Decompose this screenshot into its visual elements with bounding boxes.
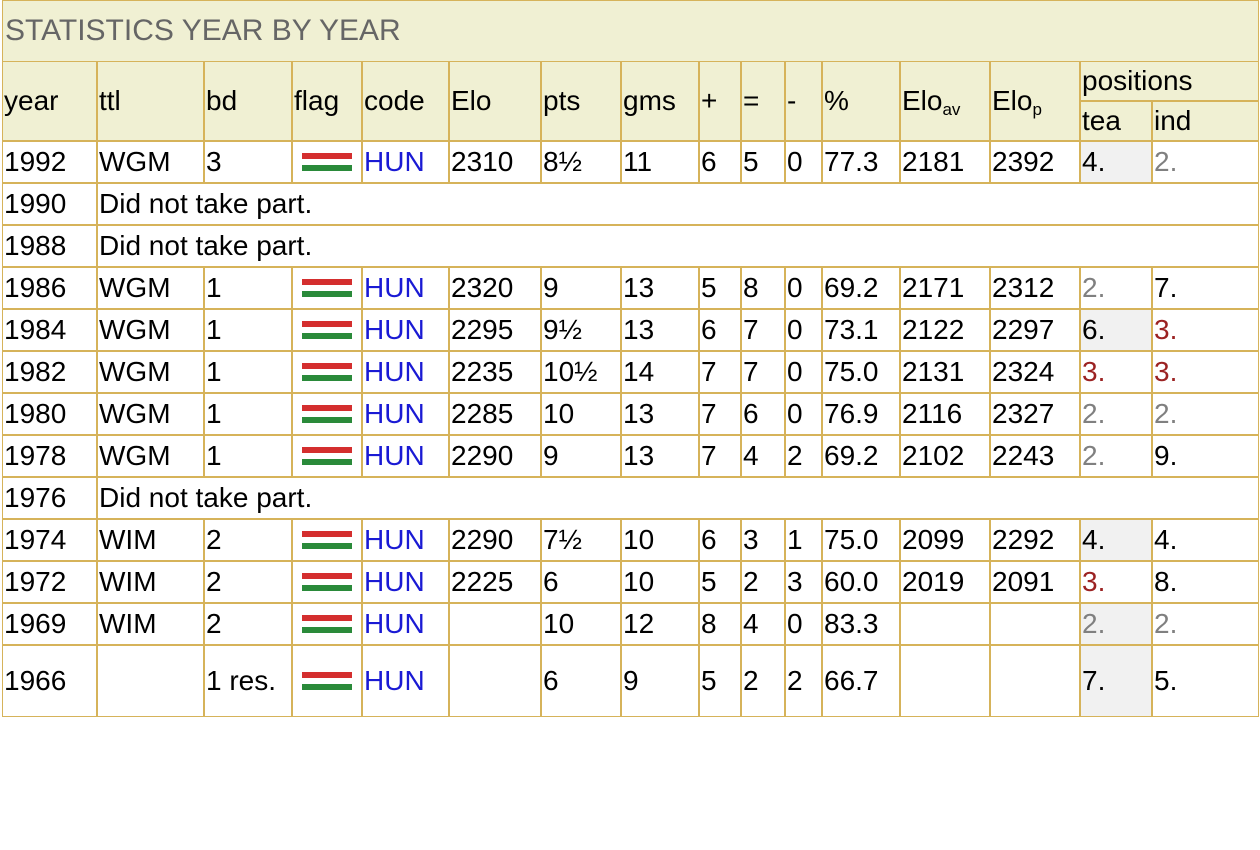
cell-draws: 7 xyxy=(741,309,785,351)
cell-draws: 6 xyxy=(741,393,785,435)
cell-wins: 5 xyxy=(699,267,741,309)
country-code-link[interactable]: HUN xyxy=(362,309,449,351)
cell-individual-position: 5. xyxy=(1152,645,1259,717)
header-positions: positions xyxy=(1080,61,1259,101)
cell-pts: 9½ xyxy=(541,309,621,351)
header-elo: Elo xyxy=(449,61,541,141)
country-code-link[interactable]: HUN xyxy=(362,393,449,435)
cell-wins: 6 xyxy=(699,309,741,351)
cell-gms: 10 xyxy=(621,561,699,603)
table-row xyxy=(2,351,1259,393)
cell-wins: 5 xyxy=(699,561,741,603)
cell-percent: 77.3 xyxy=(822,141,900,183)
cell-losses: 0 xyxy=(785,141,822,183)
cell-pts: 9 xyxy=(541,267,621,309)
cell-ttl: WIM xyxy=(97,603,204,645)
cell-wins: 8 xyxy=(699,603,741,645)
cell-elo-p: 2324 xyxy=(990,351,1080,393)
cell-elo-p xyxy=(990,603,1080,645)
cell-percent: 69.2 xyxy=(822,267,900,309)
cell-individual-position: 3. xyxy=(1152,351,1259,393)
cell-draws: 7 xyxy=(741,351,785,393)
cell-wins: 7 xyxy=(699,351,741,393)
hungary-flag-icon xyxy=(302,405,352,423)
cell-elo: 2320 xyxy=(449,267,541,309)
cell-elo-p xyxy=(990,645,1080,717)
cell-elo-av: 2171 xyxy=(900,267,990,309)
cell-gms: 13 xyxy=(621,267,699,309)
hungary-flag-icon xyxy=(302,573,352,591)
header-tea: tea xyxy=(1080,101,1152,141)
cell-individual-position: 8. xyxy=(1152,561,1259,603)
cell-flag xyxy=(292,141,362,183)
header-pts: pts xyxy=(541,61,621,141)
cell-team-position: 6. xyxy=(1080,309,1152,351)
header-elo-p-main: Elo xyxy=(992,85,1033,116)
cell-wins: 7 xyxy=(699,435,741,477)
cell-gms: 13 xyxy=(621,393,699,435)
cell-year: 1990 xyxy=(2,183,97,225)
header-losses: - xyxy=(785,61,822,141)
cell-elo-av: 2122 xyxy=(900,309,990,351)
cell-elo: 2285 xyxy=(449,393,541,435)
cell-team-position: 2. xyxy=(1080,393,1152,435)
cell-pts: 6 xyxy=(541,645,621,717)
cell-elo: 2295 xyxy=(449,309,541,351)
country-code-link[interactable]: HUN xyxy=(362,141,449,183)
cell-pts: 10½ xyxy=(541,351,621,393)
cell-year: 1988 xyxy=(2,225,97,267)
cell-individual-position: 9. xyxy=(1152,435,1259,477)
cell-losses: 0 xyxy=(785,351,822,393)
table-row xyxy=(2,645,1259,717)
cell-elo: 2225 xyxy=(449,561,541,603)
cell-gms: 11 xyxy=(621,141,699,183)
cell-wins: 5 xyxy=(699,645,741,717)
cell-gms: 13 xyxy=(621,309,699,351)
table-row xyxy=(2,603,1259,645)
table-row xyxy=(2,141,1259,183)
cell-ttl: WGM xyxy=(97,141,204,183)
cell-elo-av: 2131 xyxy=(900,351,990,393)
cell-losses: 3 xyxy=(785,561,822,603)
cell-individual-position: 2. xyxy=(1152,603,1259,645)
cell-note: Did not take part. xyxy=(97,477,1259,519)
cell-ttl: WIM xyxy=(97,561,204,603)
header-elo-av-sub: av xyxy=(942,100,961,119)
hungary-flag-icon xyxy=(302,447,352,465)
cell-ttl: WGM xyxy=(97,351,204,393)
cell-percent: 60.0 xyxy=(822,561,900,603)
cell-year: 1992 xyxy=(2,141,97,183)
cell-elo-av: 2116 xyxy=(900,393,990,435)
cell-elo-av: 2099 xyxy=(900,519,990,561)
cell-wins: 6 xyxy=(699,141,741,183)
cell-elo-av xyxy=(900,603,990,645)
cell-year: 1966 xyxy=(2,645,97,717)
table-row xyxy=(2,309,1259,351)
cell-percent: 73.1 xyxy=(822,309,900,351)
cell-elo: 2235 xyxy=(449,351,541,393)
cell-draws: 2 xyxy=(741,645,785,717)
cell-draws: 5 xyxy=(741,141,785,183)
cell-draws: 8 xyxy=(741,267,785,309)
cell-bd: 1 xyxy=(204,267,292,309)
cell-elo xyxy=(449,645,541,717)
cell-year: 1969 xyxy=(2,603,97,645)
header-row xyxy=(2,61,1259,101)
cell-losses: 0 xyxy=(785,309,822,351)
cell-year: 1986 xyxy=(2,267,97,309)
cell-percent: 75.0 xyxy=(822,351,900,393)
table-row xyxy=(2,435,1259,477)
statistics-table xyxy=(2,0,1259,717)
cell-year: 1982 xyxy=(2,351,97,393)
cell-ttl: WGM xyxy=(97,309,204,351)
cell-elo-p: 2243 xyxy=(990,435,1080,477)
hungary-flag-icon xyxy=(302,153,352,171)
cell-percent: 69.2 xyxy=(822,435,900,477)
cell-team-position: 4. xyxy=(1080,141,1152,183)
cell-elo-p: 2297 xyxy=(990,309,1080,351)
header-elo-p-sub: p xyxy=(1032,100,1042,119)
cell-team-position: 2. xyxy=(1080,603,1152,645)
cell-bd: 2 xyxy=(204,603,292,645)
cell-flag xyxy=(292,519,362,561)
cell-flag xyxy=(292,435,362,477)
hungary-flag-icon xyxy=(302,672,352,690)
cell-losses: 1 xyxy=(785,519,822,561)
cell-elo: 2310 xyxy=(449,141,541,183)
cell-year: 1978 xyxy=(2,435,97,477)
cell-elo-p: 2091 xyxy=(990,561,1080,603)
cell-gms: 12 xyxy=(621,603,699,645)
cell-ttl xyxy=(97,645,204,717)
cell-team-position: 3. xyxy=(1080,351,1152,393)
header-flag: flag xyxy=(292,61,362,141)
cell-individual-position: 7. xyxy=(1152,267,1259,309)
table-row xyxy=(2,225,1259,267)
cell-flag xyxy=(292,561,362,603)
cell-elo: 2290 xyxy=(449,435,541,477)
cell-flag xyxy=(292,393,362,435)
cell-pts: 9 xyxy=(541,435,621,477)
cell-draws: 2 xyxy=(741,561,785,603)
cell-individual-position: 2. xyxy=(1152,393,1259,435)
country-code-link[interactable]: HUN xyxy=(362,561,449,603)
cell-bd: 1 xyxy=(204,351,292,393)
cell-year: 1980 xyxy=(2,393,97,435)
header-code: code xyxy=(362,61,449,141)
header-percent: % xyxy=(822,61,900,141)
hungary-flag-icon xyxy=(302,615,352,633)
cell-flag xyxy=(292,603,362,645)
cell-elo-av: 2181 xyxy=(900,141,990,183)
cell-bd: 1 res. xyxy=(204,645,292,717)
hungary-flag-icon xyxy=(302,321,352,339)
cell-losses: 2 xyxy=(785,645,822,717)
hungary-flag-icon xyxy=(302,363,352,381)
country-code-link[interactable]: HUN xyxy=(362,267,449,309)
header-wins: + xyxy=(699,61,741,141)
table-row xyxy=(2,393,1259,435)
country-code-link[interactable]: HUN xyxy=(362,519,449,561)
cell-elo-av: 2102 xyxy=(900,435,990,477)
cell-individual-position: 2. xyxy=(1152,141,1259,183)
cell-percent: 75.0 xyxy=(822,519,900,561)
cell-team-position: 2. xyxy=(1080,267,1152,309)
cell-losses: 0 xyxy=(785,393,822,435)
cell-note: Did not take part. xyxy=(97,183,1259,225)
table-caption: STATISTICS YEAR BY YEAR xyxy=(2,0,1259,61)
cell-losses: 2 xyxy=(785,435,822,477)
cell-percent: 76.9 xyxy=(822,393,900,435)
cell-gms: 13 xyxy=(621,435,699,477)
cell-team-position: 3. xyxy=(1080,561,1152,603)
header-elo-av xyxy=(900,61,990,141)
header-bd: bd xyxy=(204,61,292,141)
cell-bd: 1 xyxy=(204,309,292,351)
header-year: year xyxy=(2,61,97,141)
cell-flag xyxy=(292,645,362,717)
cell-elo-p: 2292 xyxy=(990,519,1080,561)
cell-bd: 2 xyxy=(204,519,292,561)
cell-bd: 2 xyxy=(204,561,292,603)
cell-losses: 0 xyxy=(785,603,822,645)
table-row xyxy=(2,519,1259,561)
cell-draws: 4 xyxy=(741,603,785,645)
cell-gms: 9 xyxy=(621,645,699,717)
cell-flag xyxy=(292,267,362,309)
country-code-link[interactable]: HUN xyxy=(362,645,449,717)
table-row xyxy=(2,561,1259,603)
cell-note: Did not take part. xyxy=(97,225,1259,267)
cell-wins: 6 xyxy=(699,519,741,561)
cell-pts: 10 xyxy=(541,393,621,435)
table-row xyxy=(2,183,1259,225)
header-elo-av-main: Elo xyxy=(902,85,943,116)
cell-team-position: 4. xyxy=(1080,519,1152,561)
table-row xyxy=(2,477,1259,519)
cell-elo: 2290 xyxy=(449,519,541,561)
country-code-link[interactable]: HUN xyxy=(362,351,449,393)
cell-draws: 3 xyxy=(741,519,785,561)
cell-individual-position: 3. xyxy=(1152,309,1259,351)
cell-year: 1974 xyxy=(2,519,97,561)
cell-individual-position: 4. xyxy=(1152,519,1259,561)
header-elo-p xyxy=(990,61,1080,141)
cell-year: 1976 xyxy=(2,477,97,519)
cell-ttl: WIM xyxy=(97,519,204,561)
cell-losses: 0 xyxy=(785,267,822,309)
country-code-link[interactable]: HUN xyxy=(362,435,449,477)
cell-flag xyxy=(292,351,362,393)
country-code-link[interactable]: HUN xyxy=(362,603,449,645)
cell-percent: 66.7 xyxy=(822,645,900,717)
table-row xyxy=(2,267,1259,309)
cell-elo-p: 2392 xyxy=(990,141,1080,183)
hungary-flag-icon xyxy=(302,531,352,549)
cell-pts: 7½ xyxy=(541,519,621,561)
cell-draws: 4 xyxy=(741,435,785,477)
cell-year: 1972 xyxy=(2,561,97,603)
cell-elo xyxy=(449,603,541,645)
header-ind: ind xyxy=(1152,101,1259,141)
cell-ttl: WGM xyxy=(97,393,204,435)
cell-wins: 7 xyxy=(699,393,741,435)
cell-pts: 10 xyxy=(541,603,621,645)
cell-team-position: 7. xyxy=(1080,645,1152,717)
hungary-flag-icon xyxy=(302,279,352,297)
cell-percent: 83.3 xyxy=(822,603,900,645)
header-gms: gms xyxy=(621,61,699,141)
cell-pts: 6 xyxy=(541,561,621,603)
cell-elo-p: 2312 xyxy=(990,267,1080,309)
header-draws: = xyxy=(741,61,785,141)
cell-ttl: WGM xyxy=(97,435,204,477)
cell-bd: 3 xyxy=(204,141,292,183)
cell-team-position: 2. xyxy=(1080,435,1152,477)
cell-elo-av: 2019 xyxy=(900,561,990,603)
header-ttl: ttl xyxy=(97,61,204,141)
cell-year: 1984 xyxy=(2,309,97,351)
cell-ttl: WGM xyxy=(97,267,204,309)
cell-bd: 1 xyxy=(204,435,292,477)
cell-pts: 8½ xyxy=(541,141,621,183)
cell-elo-p: 2327 xyxy=(990,393,1080,435)
cell-elo-av xyxy=(900,645,990,717)
cell-gms: 14 xyxy=(621,351,699,393)
cell-gms: 10 xyxy=(621,519,699,561)
cell-bd: 1 xyxy=(204,393,292,435)
cell-flag xyxy=(292,309,362,351)
